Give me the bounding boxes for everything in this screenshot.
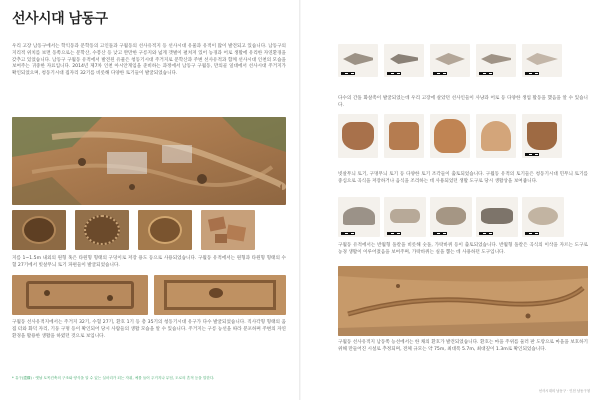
arrowhead-photo-3 <box>430 44 470 77</box>
house-site-photo-2 <box>154 275 286 315</box>
arrowhead-photo-1 <box>338 44 378 77</box>
pottery-photo-4 <box>476 114 516 158</box>
houses-caption: 구월동 선사유적지에서는 주거지 32기, 수혈 27기, 환호 1기 등 총 35기의 청동기시대 유구가 다수 발굴되었습니다. 직사각형 형태의 움집 터와 화덕 자리, 기둥 구멍 등이 확인되어 당시 사람들의 생활 모습을 알 수 있습니다. 주거지는 구릉 능선을 따라 분포하며 주변의 자연환경을 활용한 생활을 하였던 것으로 보입니다. <box>12 320 286 339</box>
stone-tool-photo-3 <box>430 197 472 237</box>
pits-caption: 지름 1~1.5m 내외의 원형 혹은 타원형 형태의 구덩이로 저장 용도 등으로 사용되었습니다. 구월동 유적에서는 원형과 타원형 형태의 수혈 27기에서 빗살무늬 토기 파편들이 발굴되었습니다. <box>12 256 286 268</box>
pottery-photo-1 <box>338 114 378 158</box>
intro-paragraph: 우리 고장 남동구에서는 학익동과 문학동의 고인돌과 구월동의 선사유적지 등 선사시대 유물과 유적이 많이 발견되고 있습니다. 남동구의 지리적 위치를 보면 동쪽으로는 문학산, 수봉산 등 낮고 완만한 구릉지와 넓게 갯벌이 펼쳐져 있어 농경과 어로 생활에 유리한 자연환경을 갖추고 있었습니다. 남동구 구월동 유적에서 발견된 유물은 청동기시대 주거지로 문학산과 주변 선사유적과 함께 선사시대 인천의 모습을 보여주는 귀중한 자료입니다. 2014년 제7차 인천 아시안게임을 준비하는 과정에서 남동구 구월동, 만의골 일대에서 선사시대 주거지가 확인되었으며, 청동기시대 집자리 32기를 비롯해 다양한 토기들이 발굴되었습니다. <box>12 44 286 77</box>
footnote-label: * 유구(遺構) <box>12 376 32 380</box>
footnote <box>12 376 286 382</box>
stone-tool-photo-5 <box>522 197 564 237</box>
footnote-text: : 옛날 토목건축의 구조와 양식을 알 수 있는 실마리가 되는 자취, 예를 들어 주거지나 무덤, 도로의 흔적 등을 말한다. <box>33 376 215 380</box>
tools-caption: 다수의 간돌 화살촉이 발굴되었는데 우리 고장에 살았던 선사인들이 사냥과 어로 등 다양한 생업 활동을 했음을 알 수 있습니다. <box>338 96 588 108</box>
ditch-site-photo <box>338 266 588 336</box>
arrowhead-photo-2 <box>384 44 424 77</box>
stone-tool-photo-4 <box>476 197 518 237</box>
aerial-site-illustration <box>12 117 286 205</box>
pit-photo-4 <box>201 210 255 250</box>
page-title: 선사시대 남동구 <box>12 11 108 27</box>
page-footer: 선사시대의 남동구 · 인천 남동구청 <box>538 389 590 393</box>
pottery-photo-3 <box>430 114 470 158</box>
arrowhead-photo-5 <box>522 44 562 77</box>
stone-tool-photo-1 <box>338 197 380 237</box>
stone-tool-photo-2 <box>384 197 426 237</box>
aerial-site-photo <box>12 117 286 205</box>
pottery-photo-5 <box>522 114 562 158</box>
ditch-site-illustration <box>338 266 588 336</box>
pit-photo-2 <box>75 210 129 250</box>
stones-caption: 구월동 유적에서는 반월형 돌칼을 비롯해 숫돌, 가락바퀴 등이 출토되었습니다. 반월형 돌칼은 곡식의 이삭을 자르는 도구로 농경 생활이 이루어졌음을 보여주며, 가락바퀴는 실을 뽑는 데 사용하던 도구입니다. <box>338 243 588 255</box>
pit-photo-3 <box>138 210 192 250</box>
book-spine <box>299 0 301 400</box>
house-site-photo-1 <box>12 275 148 315</box>
pit-photo-1 <box>12 210 66 250</box>
pottery-caption: 빗살무늬 토기, 구멍무늬 토기 등 다양한 토기 조각들이 출토되었습니다. 구월동 유적의 토기들은 청동기시대 민무늬 토기를 중심으로 곡식을 저장하거나 음식을 조리하는 데 사용되었던 생활 도구로 당시 생활상을 보여줍니다. <box>338 172 588 184</box>
arrowhead-photo-4 <box>476 44 516 77</box>
site-caption: 구월동 선사유적지 남동쪽 능선에서는 한 채의 환호가 발견되었습니다. 환호는 마을 주위를 둘러 판 도랑으로 마을을 보호하기 위해 만들어진 시설로 추정되며, 전체 규모는 약 75m, 최대폭 5.7m, 최대깊이 1.3m로 확인되었습니다. <box>338 340 588 352</box>
pottery-photo-2 <box>384 114 424 158</box>
